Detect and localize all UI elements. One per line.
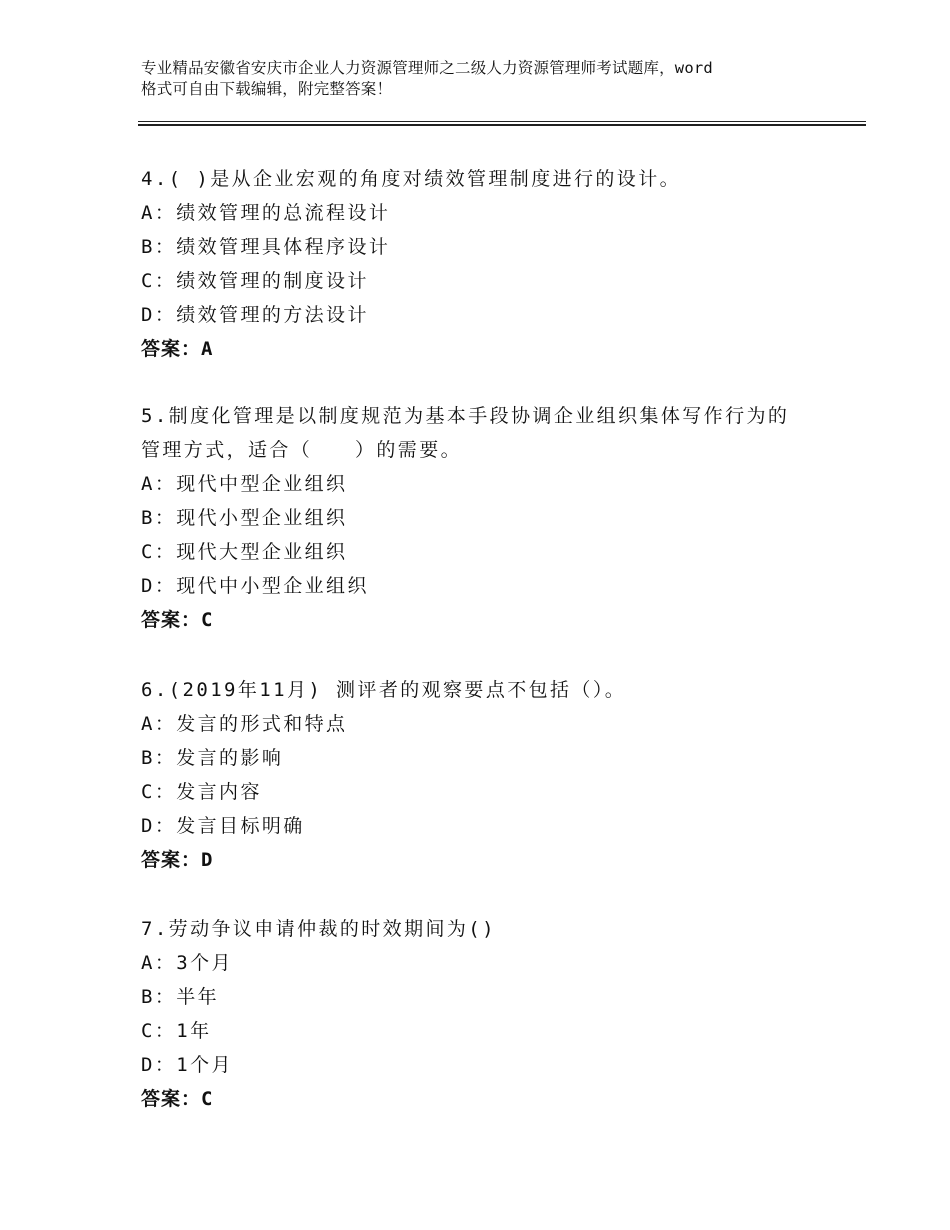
question-block (141, 673, 841, 877)
question-stem: 7.劳动争议申请仲裁的时效期间为() (141, 918, 496, 940)
question-block (141, 162, 841, 366)
question-stem: 6.(2019年11月) 测评者的观察要点不包括（）。 (141, 679, 627, 701)
option-b: B：半年 (141, 986, 220, 1008)
option-c: C：1年 (141, 1020, 212, 1042)
question-stem-continued: 管理方式，适合（ ）的需要。 (141, 439, 463, 461)
option-c: C：绩效管理的制度设计 (141, 270, 369, 292)
header-divider-thin (138, 121, 866, 122)
option-c: C：发言内容 (141, 781, 262, 803)
answer-line: 答案：C (141, 609, 214, 631)
option-b: B：发言的影响 (141, 747, 284, 769)
answer-line: 答案：A (141, 338, 214, 360)
header-divider-thick (138, 124, 866, 126)
document-header (141, 58, 841, 100)
option-a: A：3个月 (141, 952, 233, 974)
option-d: D：绩效管理的方法设计 (141, 304, 369, 326)
option-a: A：绩效管理的总流程设计 (141, 202, 391, 224)
question-block (141, 399, 841, 637)
header-line-1: 专业精品安徽省安庆市企业人力资源管理师之二级人力资源管理师考试题库，word (141, 59, 713, 77)
option-d: D：1个月 (141, 1054, 233, 1076)
option-d: D：现代中小型企业组织 (141, 575, 369, 597)
answer-line: 答案：C (141, 1088, 214, 1110)
option-c: C：现代大型企业组织 (141, 541, 348, 563)
question-block (141, 912, 841, 1116)
option-d: D：发言目标明确 (141, 815, 305, 837)
option-b: B：绩效管理具体程序设计 (141, 236, 391, 258)
option-a: A：现代中型企业组织 (141, 473, 348, 495)
question-stem: 4.( )是从企业宏观的角度对绩效管理制度进行的设计。 (141, 168, 681, 190)
option-a: A：发言的形式和特点 (141, 713, 348, 735)
answer-line: 答案：D (141, 849, 214, 871)
question-stem: 5.制度化管理是以制度规范为基本手段协调企业组织集体写作行为的 (141, 405, 790, 427)
header-line-2: 格式可自由下载编辑，附完整答案！ (141, 80, 393, 98)
option-b: B：现代小型企业组织 (141, 507, 348, 529)
